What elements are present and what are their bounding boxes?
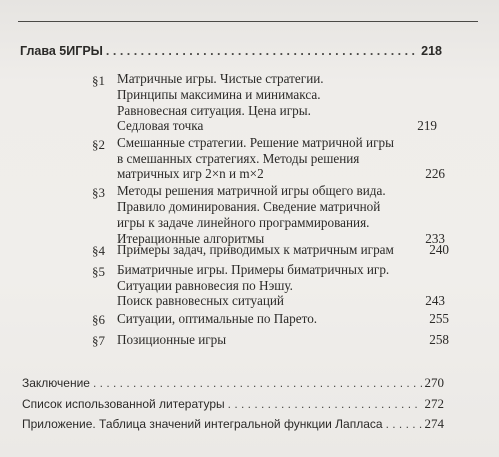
section-title-line[interactable]: Биматричные игры. Примеры биматричных игр. bbox=[117, 262, 390, 277]
page-number: 218 bbox=[421, 44, 442, 58]
section-number: §4 bbox=[92, 243, 105, 258]
chapter-title: ИГРЫ bbox=[66, 44, 103, 58]
page-number: 274 bbox=[424, 416, 444, 431]
section-title-line: матричных игр 2×n и m×2 bbox=[117, 166, 264, 181]
section-number: §2 bbox=[92, 137, 105, 152]
section-title-line: Поиск равновесных ситуаций bbox=[117, 293, 284, 308]
section-entry-last-line[interactable] bbox=[117, 242, 449, 258]
dot-leader bbox=[106, 44, 418, 58]
section-title-line[interactable]: Правило доминирования. Сведение матричной bbox=[117, 199, 381, 214]
section-title-line[interactable]: в смешанных стратегиях. Методы решения bbox=[117, 151, 360, 166]
section-entry-last-line[interactable] bbox=[117, 118, 437, 134]
page-number: 226 bbox=[425, 166, 445, 181]
back-matter-entry[interactable] bbox=[22, 375, 444, 391]
top-rule bbox=[18, 21, 478, 22]
section-entry-last-line[interactable] bbox=[117, 332, 449, 348]
section-title-line[interactable]: Ситуации равновесия по Нэшу. bbox=[117, 278, 293, 293]
page-number: 270 bbox=[424, 375, 444, 390]
dot-leader bbox=[386, 417, 422, 431]
page-number: 233 bbox=[425, 231, 445, 246]
entry-title: Приложение. Таблица значений интегральной функции Лапласа bbox=[22, 417, 383, 431]
section-title-line[interactable]: Методы решения матричной игры общего вида. bbox=[117, 183, 386, 198]
entry-title: Список использованной литературы bbox=[22, 397, 225, 411]
back-matter-entry[interactable] bbox=[22, 396, 444, 412]
section-entry-last-line[interactable] bbox=[117, 293, 445, 309]
section-title-line: Ситуации, оптимальные по Парето. bbox=[117, 311, 318, 326]
section-number: §5 bbox=[92, 264, 105, 279]
section-title-line[interactable]: Равновесная ситуация. Цена игры. bbox=[117, 103, 311, 118]
section-title-line: Итерационные алгоритмы bbox=[117, 231, 265, 246]
section-title-line[interactable]: игры к задаче линейного программирования. bbox=[117, 215, 370, 230]
section-title-line[interactable]: Смешанные стратегии. Решение матричной игры bbox=[117, 135, 394, 150]
section-title-line[interactable]: Матричные игры. Чистые стратегии. bbox=[117, 71, 324, 86]
section-title-line: Позиционные игры bbox=[117, 332, 227, 347]
page-number: 219 bbox=[417, 118, 437, 133]
page-number: 240 bbox=[429, 242, 449, 257]
section-number: §1 bbox=[92, 73, 105, 88]
section-number: §6 bbox=[92, 312, 105, 327]
dot-leader bbox=[93, 376, 422, 390]
dot-leader bbox=[228, 397, 422, 411]
page-number: 272 bbox=[424, 396, 444, 411]
page-number: 243 bbox=[425, 293, 445, 308]
entry-title: Заключение bbox=[22, 376, 90, 390]
page-number: 255 bbox=[429, 311, 449, 326]
back-matter-entry[interactable] bbox=[22, 416, 444, 432]
section-number: §7 bbox=[92, 333, 105, 348]
chapter-label: Глава 5 bbox=[20, 44, 67, 58]
section-title-line[interactable]: Принципы максимина и минимакса. bbox=[117, 87, 321, 102]
section-entry-last-line[interactable] bbox=[117, 166, 445, 182]
chapter-entry[interactable] bbox=[20, 44, 442, 58]
section-title-line: Примеры задач, приводимых к матричным играм bbox=[117, 242, 394, 257]
section-entry-last-line[interactable] bbox=[117, 311, 449, 327]
page-number: 258 bbox=[429, 332, 449, 347]
section-number: §3 bbox=[92, 185, 105, 200]
section-title-line: Седловая точка bbox=[117, 118, 204, 133]
